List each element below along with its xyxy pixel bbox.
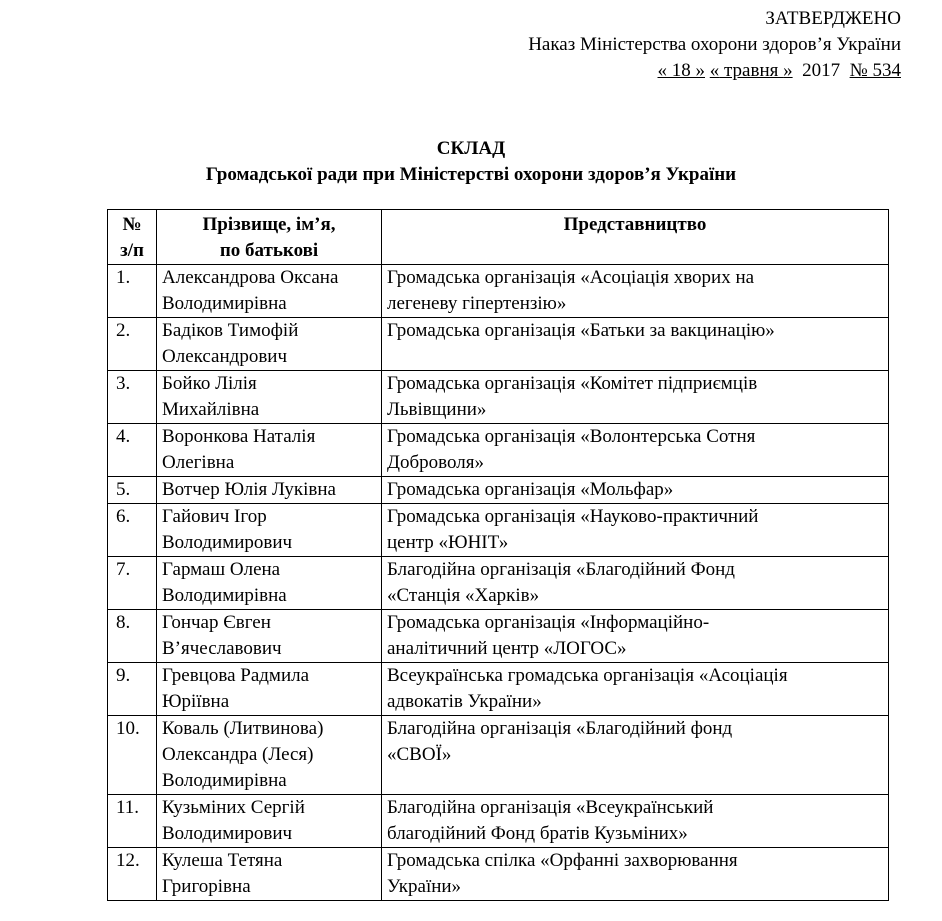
member-name-cell [157,663,382,716]
member-name-cell [157,848,382,901]
table-row [108,424,889,477]
row-number: 7. [116,559,131,580]
table-row [108,557,889,610]
member-name: Гайович Ігор Володимирович [162,506,293,553]
member-name: Вотчер Юлія Луківна [162,479,336,500]
row-number-cell [108,848,157,901]
member-name-cell [157,477,382,504]
header-num [108,210,157,265]
member-name: Кулеша Тетяна Григорівна [162,850,283,897]
row-number-cell [108,265,157,318]
header-name-text: Прізвище, ім’я, по батькові [202,214,336,261]
month-close-quote: » [783,60,793,81]
member-organization-cell [382,557,889,610]
row-number-cell [108,477,157,504]
member-name: Бадіков Тимофій Олександрович [162,320,299,367]
member-name: Гревцова Радмила Юріївна [162,665,310,712]
member-name-cell [157,371,382,424]
header-org [382,210,889,265]
header-name [157,210,382,265]
row-number-cell [108,504,157,557]
row-number: 8. [116,612,131,633]
row-number-cell [108,318,157,371]
member-organization: Громадська організація «Мольфар» [387,479,674,500]
table-row [108,795,889,848]
day-close-quote: » [695,60,705,81]
header-org-text: Представництво [563,214,707,235]
row-number-cell [108,610,157,663]
month-value: травня [719,60,784,81]
day-open-quote: « [657,60,667,81]
member-name: Бойко Лілія Михайлівна [162,373,260,420]
approved-label: ЗАТВЕРДЖЕНО [765,8,901,29]
row-number: 2. [116,320,131,341]
member-name: Александрова Оксана Володимирівна [162,267,339,314]
member-organization: Громадська організація «Інформаційно- аналітичний центр «ЛОГОС» [387,612,710,659]
date-year: 2017 [802,60,841,81]
member-name-cell [157,610,382,663]
row-number: 12. [116,850,140,871]
order-date-line [528,58,901,84]
table-row [108,848,889,901]
member-organization: Громадська організація «Асоціація хворих на легеневу гіпертензію» [387,267,755,314]
header-num-text: № з/п [120,214,144,261]
member-organization: Громадська організація «Комітет підприємців Львівщини» [387,373,758,420]
approval-block [528,6,901,84]
member-organization: Громадська спілка «Орфанні захворювання України» [387,850,738,897]
table-row [108,610,889,663]
row-number: 6. [116,506,131,527]
member-name: Коваль (Литвинова) Олександра (Леся) Володимирівна [162,718,324,791]
member-organization-cell [382,371,889,424]
member-organization: Всеукраїнська громадська організація «Асоціація адвокатів України» [387,665,788,712]
member-organization: Благодійна організація «Всеукраїнський благодійний Фонд братів Кузьміних» [387,797,714,844]
member-organization: Громадська організація «Науково-практичний центр «ЮНІТ» [387,506,759,553]
month-open-quote: « [709,60,720,81]
member-organization-cell [382,610,889,663]
row-number-cell [108,795,157,848]
member-organization-cell [382,848,889,901]
member-organization-cell [382,318,889,371]
member-name: Кузьміних Сергій Володимирович [162,797,305,844]
member-organization-cell [382,716,889,795]
table-row [108,716,889,795]
table-row [108,371,889,424]
table-row [108,265,889,318]
document-subtitle: Громадської ради при Міністерстві охорони здоров’я України [205,164,737,185]
date-month [710,60,793,81]
member-name-cell [157,557,382,610]
member-organization-cell [382,795,889,848]
member-organization-cell [382,265,889,318]
member-organization: Громадська організація «Волонтерська Сотня Доброволя» [387,426,756,473]
row-number: 9. [116,665,131,686]
row-number-cell [108,716,157,795]
row-number: 1. [116,267,131,288]
member-name-cell [157,424,382,477]
date-day [658,60,706,81]
table-row [108,318,889,371]
member-organization: Благодійна організація «Благодійний Фонд «Станція «Харків» [387,559,735,606]
member-organization-cell [382,477,889,504]
day-value: 18 [667,60,696,81]
row-number-cell [108,663,157,716]
row-number: 4. [116,426,131,447]
row-number-cell [108,557,157,610]
member-name-cell [157,265,382,318]
member-name-cell [157,795,382,848]
member-name: Воронкова Наталія Олегівна [162,426,316,473]
table-row [108,663,889,716]
row-number-cell [108,371,157,424]
row-number: 11. [116,797,140,818]
member-name-cell [157,504,382,557]
member-organization-cell [382,504,889,557]
row-number: 10. [116,718,140,739]
table-row [108,504,889,557]
member-name-cell [157,318,382,371]
member-name: Гармаш Олена Володимирівна [162,559,287,606]
row-number: 3. [116,373,131,394]
member-name: Гончар Євген В’ячеславович [162,612,282,659]
member-organization: Громадська організація «Батьки за вакцинацію» [387,320,775,341]
members-table [107,209,889,901]
table-row [108,477,889,504]
member-organization: Благодійна організація «Благодійний фонд «СВОЇ» [387,718,733,765]
row-number-cell [108,424,157,477]
member-name-cell [157,716,382,795]
order-title: Наказ Міністерства охорони здоров’я України [528,34,901,55]
row-number: 5. [116,479,131,500]
document-title: СКЛАД [436,138,506,159]
member-organization-cell [382,663,889,716]
member-organization-cell [382,424,889,477]
table-header-row [108,210,889,265]
order-number: № 534 [849,60,901,81]
